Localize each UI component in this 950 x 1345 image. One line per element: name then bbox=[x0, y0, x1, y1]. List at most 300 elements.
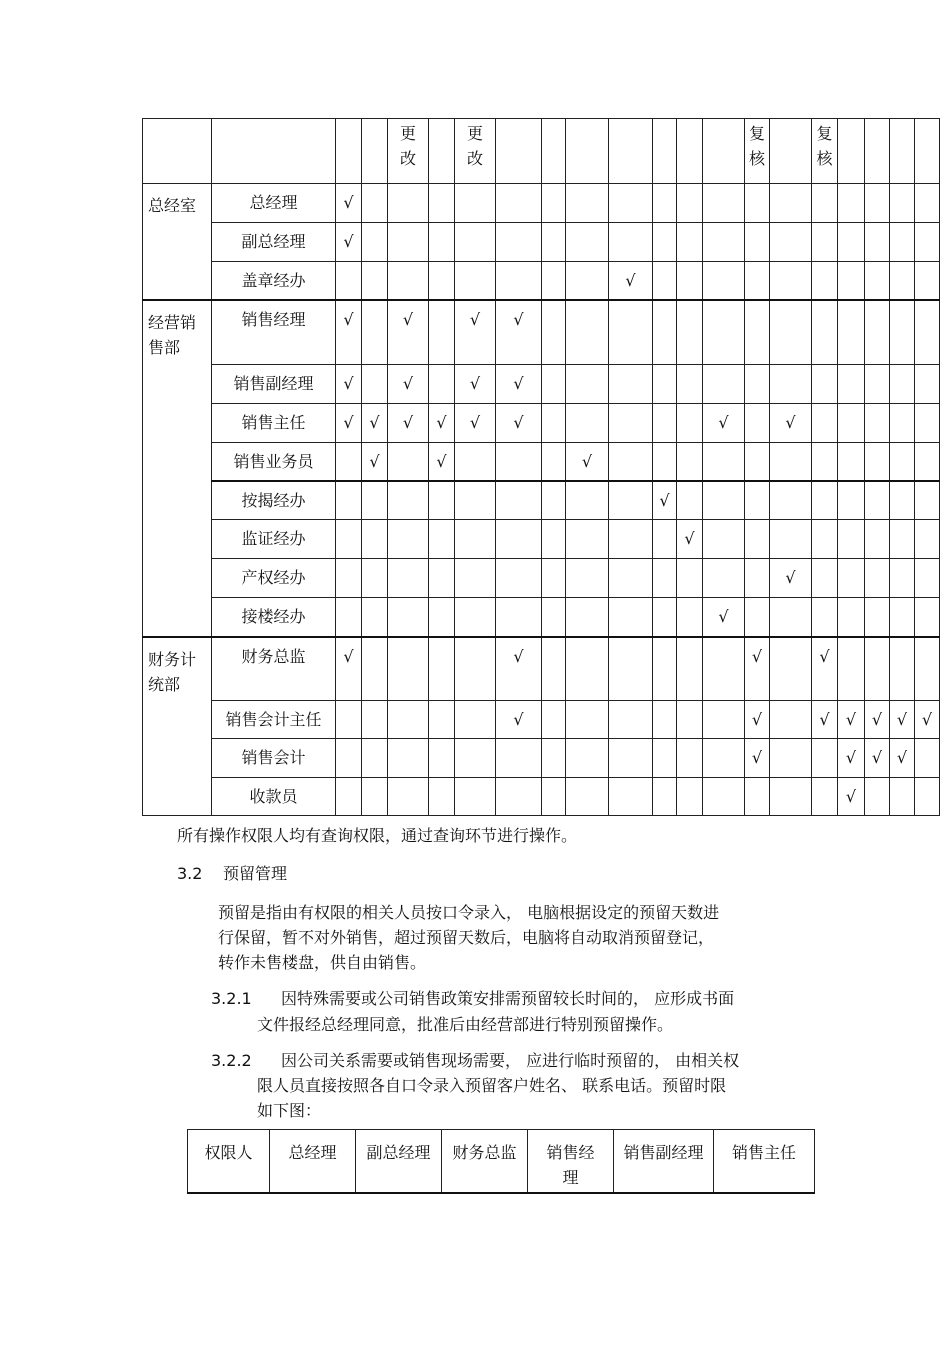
empty-cell bbox=[542, 404, 566, 443]
check-mark: √ bbox=[653, 481, 677, 520]
empty-cell bbox=[362, 637, 388, 701]
empty-cell bbox=[653, 701, 677, 739]
header-cell bbox=[566, 119, 609, 184]
empty-cell bbox=[915, 404, 940, 443]
empty-cell bbox=[677, 559, 703, 598]
empty-cell bbox=[388, 701, 429, 739]
dept-cell: 总经室 bbox=[143, 184, 212, 300]
empty-cell bbox=[362, 520, 388, 559]
empty-cell bbox=[388, 184, 429, 223]
check-mark: √ bbox=[388, 365, 429, 404]
empty-cell bbox=[566, 739, 609, 778]
empty-cell bbox=[812, 404, 838, 443]
empty-cell bbox=[915, 223, 940, 262]
empty-cell bbox=[566, 520, 609, 559]
empty-cell bbox=[609, 184, 653, 223]
empty-cell bbox=[336, 739, 362, 778]
check-mark: √ bbox=[429, 443, 455, 481]
empty-cell bbox=[890, 184, 915, 223]
empty-cell bbox=[336, 443, 362, 481]
empty-cell bbox=[677, 223, 703, 262]
time-header-cell: 副总经理 bbox=[356, 1130, 442, 1194]
empty-cell bbox=[653, 778, 677, 816]
empty-cell bbox=[609, 598, 653, 637]
empty-cell bbox=[336, 778, 362, 816]
empty-cell bbox=[609, 778, 653, 816]
empty-cell bbox=[745, 184, 770, 223]
empty-cell bbox=[429, 739, 455, 778]
empty-cell bbox=[566, 184, 609, 223]
empty-cell bbox=[770, 300, 812, 365]
empty-cell bbox=[429, 184, 455, 223]
empty-cell bbox=[838, 262, 865, 300]
empty-cell bbox=[915, 443, 940, 481]
empty-cell bbox=[745, 300, 770, 365]
empty-cell bbox=[745, 365, 770, 404]
empty-cell bbox=[838, 300, 865, 365]
empty-cell bbox=[677, 365, 703, 404]
empty-cell bbox=[362, 365, 388, 404]
empty-cell bbox=[838, 184, 865, 223]
empty-cell bbox=[336, 598, 362, 637]
empty-cell bbox=[865, 262, 890, 300]
empty-cell bbox=[496, 559, 542, 598]
check-mark: √ bbox=[336, 365, 362, 404]
empty-cell bbox=[362, 184, 388, 223]
empty-cell bbox=[865, 637, 890, 701]
empty-cell bbox=[542, 598, 566, 637]
empty-cell bbox=[653, 559, 677, 598]
empty-cell bbox=[915, 598, 940, 637]
empty-cell bbox=[429, 637, 455, 701]
empty-cell bbox=[388, 739, 429, 778]
empty-cell bbox=[429, 365, 455, 404]
empty-cell bbox=[566, 778, 609, 816]
empty-cell bbox=[542, 778, 566, 816]
empty-cell bbox=[455, 778, 496, 816]
empty-cell bbox=[429, 701, 455, 739]
empty-cell bbox=[703, 739, 745, 778]
empty-cell bbox=[677, 701, 703, 739]
empty-cell bbox=[542, 365, 566, 404]
check-mark: √ bbox=[336, 300, 362, 365]
header-cell bbox=[542, 119, 566, 184]
check-mark: √ bbox=[496, 365, 542, 404]
check-mark: √ bbox=[838, 739, 865, 778]
empty-cell bbox=[745, 223, 770, 262]
empty-cell bbox=[677, 637, 703, 701]
empty-cell bbox=[890, 520, 915, 559]
empty-cell bbox=[812, 262, 838, 300]
empty-cell bbox=[455, 481, 496, 520]
empty-cell bbox=[703, 637, 745, 701]
empty-cell bbox=[677, 778, 703, 816]
header-cell bbox=[703, 119, 745, 184]
empty-cell bbox=[677, 262, 703, 300]
header-cell: 复 核 bbox=[812, 119, 838, 184]
empty-cell bbox=[838, 598, 865, 637]
permission-table bbox=[142, 118, 940, 816]
empty-cell bbox=[609, 300, 653, 365]
empty-cell bbox=[812, 739, 838, 778]
empty-cell bbox=[429, 223, 455, 262]
empty-cell bbox=[812, 559, 838, 598]
empty-cell bbox=[677, 598, 703, 637]
header-cell bbox=[653, 119, 677, 184]
empty-cell bbox=[542, 637, 566, 701]
empty-cell bbox=[609, 404, 653, 443]
empty-cell bbox=[703, 262, 745, 300]
empty-cell bbox=[566, 481, 609, 520]
check-mark: √ bbox=[865, 701, 890, 739]
empty-cell bbox=[890, 300, 915, 365]
empty-cell bbox=[865, 300, 890, 365]
check-mark: √ bbox=[455, 365, 496, 404]
empty-cell bbox=[542, 223, 566, 262]
empty-cell bbox=[915, 481, 940, 520]
check-mark: √ bbox=[838, 778, 865, 816]
check-mark: √ bbox=[812, 701, 838, 739]
item1-line2: 文件报经总经理同意，批准后由经营部进行特别预留操作。 bbox=[257, 1015, 674, 1034]
empty-cell bbox=[542, 184, 566, 223]
empty-cell bbox=[542, 739, 566, 778]
empty-cell bbox=[455, 739, 496, 778]
empty-cell bbox=[388, 559, 429, 598]
empty-cell bbox=[745, 481, 770, 520]
empty-cell bbox=[915, 739, 940, 778]
empty-cell bbox=[915, 778, 940, 816]
empty-cell bbox=[566, 365, 609, 404]
check-mark: √ bbox=[865, 739, 890, 778]
empty-cell bbox=[362, 262, 388, 300]
empty-cell bbox=[566, 598, 609, 637]
empty-cell bbox=[890, 559, 915, 598]
empty-cell bbox=[770, 262, 812, 300]
empty-cell bbox=[542, 701, 566, 739]
empty-cell bbox=[609, 443, 653, 481]
empty-cell bbox=[653, 365, 677, 404]
empty-cell bbox=[915, 559, 940, 598]
empty-cell bbox=[609, 365, 653, 404]
empty-cell bbox=[838, 404, 865, 443]
para1-line3: 转作未售楼盘，供自由销售。 bbox=[218, 953, 427, 972]
section-number: 3.2 bbox=[177, 864, 203, 883]
empty-cell bbox=[566, 701, 609, 739]
empty-cell bbox=[770, 598, 812, 637]
empty-cell bbox=[812, 300, 838, 365]
role-cell: 副总经理 bbox=[212, 223, 336, 262]
check-mark: √ bbox=[362, 404, 388, 443]
empty-cell bbox=[890, 637, 915, 701]
check-mark: √ bbox=[336, 184, 362, 223]
empty-cell bbox=[362, 739, 388, 778]
empty-cell bbox=[388, 481, 429, 520]
reservation-time-table bbox=[187, 1129, 815, 1194]
para1-line2: 行保留，暂不对外销售，超过预留天数后，电脑将自动取消预留登记， bbox=[218, 928, 715, 947]
check-mark: √ bbox=[429, 404, 455, 443]
header-cell bbox=[865, 119, 890, 184]
header-cell bbox=[890, 119, 915, 184]
check-mark: √ bbox=[336, 404, 362, 443]
empty-cell bbox=[915, 520, 940, 559]
empty-cell bbox=[703, 481, 745, 520]
header-cell: 更 改 bbox=[455, 119, 496, 184]
empty-cell bbox=[455, 223, 496, 262]
empty-cell bbox=[745, 262, 770, 300]
empty-cell bbox=[915, 262, 940, 300]
empty-cell bbox=[745, 443, 770, 481]
check-mark: √ bbox=[890, 739, 915, 778]
header-cell bbox=[429, 119, 455, 184]
empty-cell bbox=[609, 559, 653, 598]
empty-cell bbox=[703, 778, 745, 816]
empty-cell bbox=[653, 598, 677, 637]
check-mark: √ bbox=[496, 637, 542, 701]
empty-cell bbox=[429, 778, 455, 816]
empty-cell bbox=[703, 559, 745, 598]
empty-cell bbox=[703, 223, 745, 262]
empty-cell bbox=[915, 184, 940, 223]
header-cell bbox=[609, 119, 653, 184]
empty-cell bbox=[566, 404, 609, 443]
empty-cell bbox=[838, 365, 865, 404]
empty-cell bbox=[336, 262, 362, 300]
header-cell bbox=[212, 119, 336, 184]
check-mark: √ bbox=[745, 637, 770, 701]
empty-cell bbox=[703, 184, 745, 223]
empty-cell bbox=[542, 481, 566, 520]
time-header-cell: 财务总监 bbox=[442, 1130, 528, 1194]
empty-cell bbox=[770, 739, 812, 778]
check-mark: √ bbox=[496, 701, 542, 739]
empty-cell bbox=[770, 223, 812, 262]
check-mark: √ bbox=[496, 300, 542, 365]
empty-cell bbox=[745, 559, 770, 598]
header-cell bbox=[336, 119, 362, 184]
role-cell: 总经理 bbox=[212, 184, 336, 223]
check-mark: √ bbox=[770, 559, 812, 598]
empty-cell bbox=[812, 443, 838, 481]
empty-cell bbox=[838, 520, 865, 559]
empty-cell bbox=[865, 520, 890, 559]
empty-cell bbox=[812, 598, 838, 637]
empty-cell bbox=[890, 778, 915, 816]
time-header-cell: 权限人 bbox=[188, 1130, 270, 1194]
empty-cell bbox=[653, 184, 677, 223]
header-cell bbox=[770, 119, 812, 184]
header-cell: 复 核 bbox=[745, 119, 770, 184]
empty-cell bbox=[388, 637, 429, 701]
header-cell bbox=[677, 119, 703, 184]
empty-cell bbox=[609, 223, 653, 262]
empty-cell bbox=[496, 481, 542, 520]
empty-cell bbox=[609, 520, 653, 559]
empty-cell bbox=[677, 184, 703, 223]
role-cell: 收款员 bbox=[212, 778, 336, 816]
empty-cell bbox=[677, 300, 703, 365]
header-cell bbox=[143, 119, 212, 184]
time-header-cell: 销售经 理 bbox=[528, 1130, 614, 1194]
empty-cell bbox=[865, 404, 890, 443]
check-mark: √ bbox=[388, 404, 429, 443]
empty-cell bbox=[890, 481, 915, 520]
empty-cell bbox=[609, 701, 653, 739]
empty-cell bbox=[429, 559, 455, 598]
empty-cell bbox=[703, 300, 745, 365]
empty-cell bbox=[838, 559, 865, 598]
empty-cell bbox=[542, 262, 566, 300]
check-mark: √ bbox=[362, 443, 388, 481]
empty-cell bbox=[770, 443, 812, 481]
empty-cell bbox=[745, 778, 770, 816]
empty-cell bbox=[455, 443, 496, 481]
empty-cell bbox=[653, 739, 677, 778]
check-mark: √ bbox=[455, 404, 496, 443]
check-mark: √ bbox=[703, 404, 745, 443]
section-title: 预留管理 bbox=[223, 864, 288, 883]
empty-cell bbox=[388, 778, 429, 816]
empty-cell bbox=[677, 481, 703, 520]
empty-cell bbox=[865, 778, 890, 816]
empty-cell bbox=[812, 184, 838, 223]
empty-cell bbox=[388, 520, 429, 559]
empty-cell bbox=[653, 404, 677, 443]
check-mark: √ bbox=[336, 637, 362, 701]
empty-cell bbox=[812, 365, 838, 404]
empty-cell bbox=[770, 184, 812, 223]
empty-cell bbox=[812, 778, 838, 816]
empty-cell bbox=[770, 365, 812, 404]
item1-number: 3.2.1 bbox=[211, 989, 252, 1008]
empty-cell bbox=[865, 598, 890, 637]
empty-cell bbox=[362, 701, 388, 739]
empty-cell bbox=[496, 223, 542, 262]
empty-cell bbox=[703, 365, 745, 404]
dept-cell: 财务计 统部 bbox=[143, 637, 212, 816]
empty-cell bbox=[609, 481, 653, 520]
check-mark: √ bbox=[677, 520, 703, 559]
permission-note: 所有操作权限人均有查询权限，通过查询环节进行操作。 bbox=[177, 826, 578, 845]
empty-cell bbox=[677, 739, 703, 778]
empty-cell bbox=[362, 223, 388, 262]
empty-cell bbox=[890, 404, 915, 443]
empty-cell bbox=[890, 598, 915, 637]
check-mark: √ bbox=[745, 701, 770, 739]
empty-cell bbox=[677, 404, 703, 443]
role-cell: 销售经理 bbox=[212, 300, 336, 365]
empty-cell bbox=[890, 262, 915, 300]
item2-line3: 如下图： bbox=[257, 1101, 322, 1120]
empty-cell bbox=[566, 637, 609, 701]
item1-line1: 因特殊需要或公司销售政策安排需预留较长时间的， 应形成书面 bbox=[281, 989, 735, 1008]
empty-cell bbox=[336, 559, 362, 598]
header-cell bbox=[838, 119, 865, 184]
empty-cell bbox=[429, 520, 455, 559]
check-mark: √ bbox=[745, 739, 770, 778]
empty-cell bbox=[566, 300, 609, 365]
time-header-cell: 销售副经理 bbox=[614, 1130, 714, 1194]
empty-cell bbox=[653, 223, 677, 262]
empty-cell bbox=[455, 598, 496, 637]
empty-cell bbox=[455, 184, 496, 223]
empty-cell bbox=[653, 300, 677, 365]
item2-number: 3.2.2 bbox=[211, 1051, 252, 1070]
empty-cell bbox=[915, 365, 940, 404]
check-mark: √ bbox=[566, 443, 609, 481]
header-cell: 更 改 bbox=[388, 119, 429, 184]
empty-cell bbox=[455, 559, 496, 598]
empty-cell bbox=[838, 223, 865, 262]
empty-cell bbox=[362, 481, 388, 520]
role-cell: 销售会计主任 bbox=[212, 701, 336, 739]
check-mark: √ bbox=[890, 701, 915, 739]
empty-cell bbox=[745, 404, 770, 443]
empty-cell bbox=[865, 443, 890, 481]
empty-cell bbox=[770, 778, 812, 816]
empty-cell bbox=[770, 701, 812, 739]
empty-cell bbox=[455, 520, 496, 559]
empty-cell bbox=[838, 637, 865, 701]
empty-cell bbox=[812, 520, 838, 559]
empty-cell bbox=[496, 520, 542, 559]
item2-line1: 因公司关系需要或销售现场需要， 应进行临时预留的， 由相关权 bbox=[281, 1051, 740, 1070]
empty-cell bbox=[890, 365, 915, 404]
empty-cell bbox=[566, 559, 609, 598]
empty-cell bbox=[915, 300, 940, 365]
empty-cell bbox=[336, 701, 362, 739]
role-cell: 接楼经办 bbox=[212, 598, 336, 637]
empty-cell bbox=[770, 481, 812, 520]
empty-cell bbox=[388, 262, 429, 300]
empty-cell bbox=[542, 520, 566, 559]
empty-cell bbox=[388, 223, 429, 262]
empty-cell bbox=[496, 443, 542, 481]
empty-cell bbox=[865, 184, 890, 223]
empty-cell bbox=[542, 559, 566, 598]
check-mark: √ bbox=[336, 223, 362, 262]
empty-cell bbox=[745, 520, 770, 559]
check-mark: √ bbox=[915, 701, 940, 739]
header-cell bbox=[496, 119, 542, 184]
empty-cell bbox=[865, 481, 890, 520]
empty-cell bbox=[542, 443, 566, 481]
header-cell bbox=[915, 119, 940, 184]
header-cell bbox=[362, 119, 388, 184]
empty-cell bbox=[865, 559, 890, 598]
empty-cell bbox=[496, 778, 542, 816]
check-mark: √ bbox=[838, 701, 865, 739]
para1-line1: 预留是指由有权限的相关人员按口令录入， 电脑根据设定的预留天数进 bbox=[218, 903, 720, 922]
empty-cell bbox=[455, 637, 496, 701]
empty-cell bbox=[812, 481, 838, 520]
empty-cell bbox=[703, 443, 745, 481]
empty-cell bbox=[362, 778, 388, 816]
empty-cell bbox=[915, 637, 940, 701]
empty-cell bbox=[838, 443, 865, 481]
empty-cell bbox=[770, 637, 812, 701]
role-cell: 销售主任 bbox=[212, 404, 336, 443]
check-mark: √ bbox=[496, 404, 542, 443]
empty-cell bbox=[703, 701, 745, 739]
empty-cell bbox=[745, 598, 770, 637]
empty-cell bbox=[429, 598, 455, 637]
empty-cell bbox=[653, 637, 677, 701]
empty-cell bbox=[890, 223, 915, 262]
role-cell: 销售会计 bbox=[212, 739, 336, 778]
empty-cell bbox=[653, 443, 677, 481]
time-header-cell: 销售主任 bbox=[714, 1130, 815, 1194]
check-mark: √ bbox=[388, 300, 429, 365]
